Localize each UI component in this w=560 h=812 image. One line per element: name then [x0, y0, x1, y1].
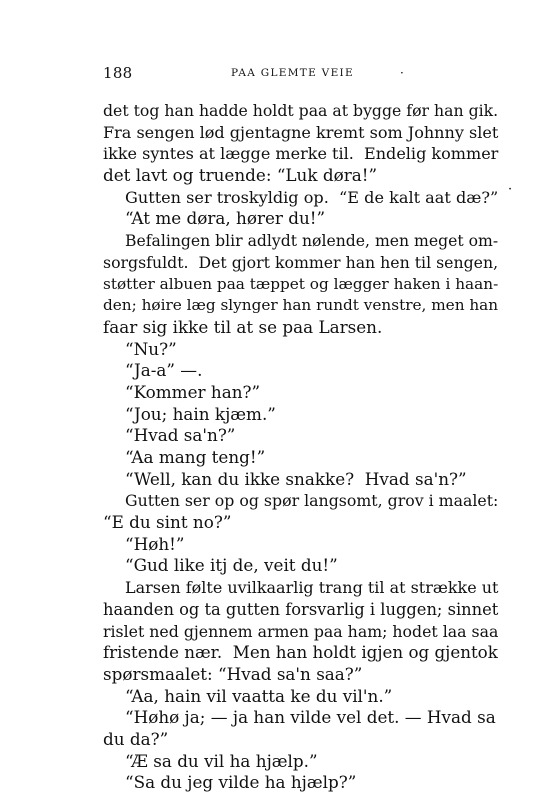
body-text — [103, 100, 498, 794]
text-line: “Sa du jeg vilde ha hjælp?” — [125, 772, 357, 793]
text-line: fristende nær. Men han holdt igjen og gjentok — [103, 642, 498, 663]
text-line: “E du sint no?” — [103, 512, 232, 533]
header-dot: · — [400, 66, 404, 80]
text-line: Fra sengen lød gjentagne kremt som Johnny slet — [103, 122, 499, 142]
text-line: “Ja-a” —. — [125, 360, 203, 381]
text-line: haanden og ta gutten forsvarlig i luggen; sinnet — [103, 599, 499, 619]
text-line: Larsen følte uvilkaarlig trang til at strække ut — [125, 578, 499, 598]
running-title: PAA GLEMTE VEIE — [231, 67, 354, 79]
text-line: “At me døra, hører du!” — [125, 208, 326, 229]
text-line: “Nu?” — [125, 338, 177, 359]
text-line: støtter albuen paa tæppet og lægger haken i haan- — [103, 274, 499, 293]
text-line: faar sig ikke til at se paa Larsen. — [103, 316, 383, 337]
page-header — [103, 64, 498, 84]
text-line: “Gud like itj de, veit du!” — [125, 555, 338, 576]
text-line: “Well, kan du ikke snakke? Hvad sa'n?” — [125, 468, 467, 489]
text-line: rislet ned gjennem armen paa ham; hodet laa saa — [103, 621, 499, 641]
text-line: “Høhø ja; — ja han vilde vel det. — Hvad sa — [125, 707, 496, 728]
text-line: ikke syntes at lægge merke til. Endelig kommer — [103, 144, 499, 164]
page-number: 188 — [103, 64, 133, 82]
text-line: Gutten ser op og spør langsomt, grov i maalet: — [125, 491, 499, 511]
text-line: “Kommer han?” — [125, 381, 261, 402]
text-line: spørsmaalet: “Hvad sa'n saa?” — [103, 663, 363, 684]
text-line: “Høh!” — [125, 533, 185, 554]
text-line: Befalingen blir adlydt nølende, men meget om- — [125, 231, 499, 251]
text-line: den; høire læg slynger han rundt venstre, men han — [103, 296, 499, 315]
text-line: det tog han hadde holdt paa at bygge før han gik. — [103, 101, 499, 120]
text-line: sorgsfuldt. Det gjort kommer han hen til sengen, — [103, 252, 499, 272]
text-line: Gutten ser troskyldig op. “E de kalt aat dæ?” — [125, 187, 499, 207]
text-line: du da?” — [103, 728, 169, 749]
text-line: det lavt og truende: “Luk døra!” — [103, 165, 378, 186]
text-line: “Jou; hain kjæm.” — [125, 403, 276, 424]
text-line: “Æ sa du vil ha hjælp.” — [125, 750, 318, 771]
margin-mark: · — [508, 182, 513, 197]
text-line: “Aa, hain vil vaatta ke du vil'n.” — [125, 685, 393, 706]
text-line: “Hvad sa'n?” — [125, 425, 236, 446]
text-line: “Aa mang teng!” — [125, 447, 266, 467]
